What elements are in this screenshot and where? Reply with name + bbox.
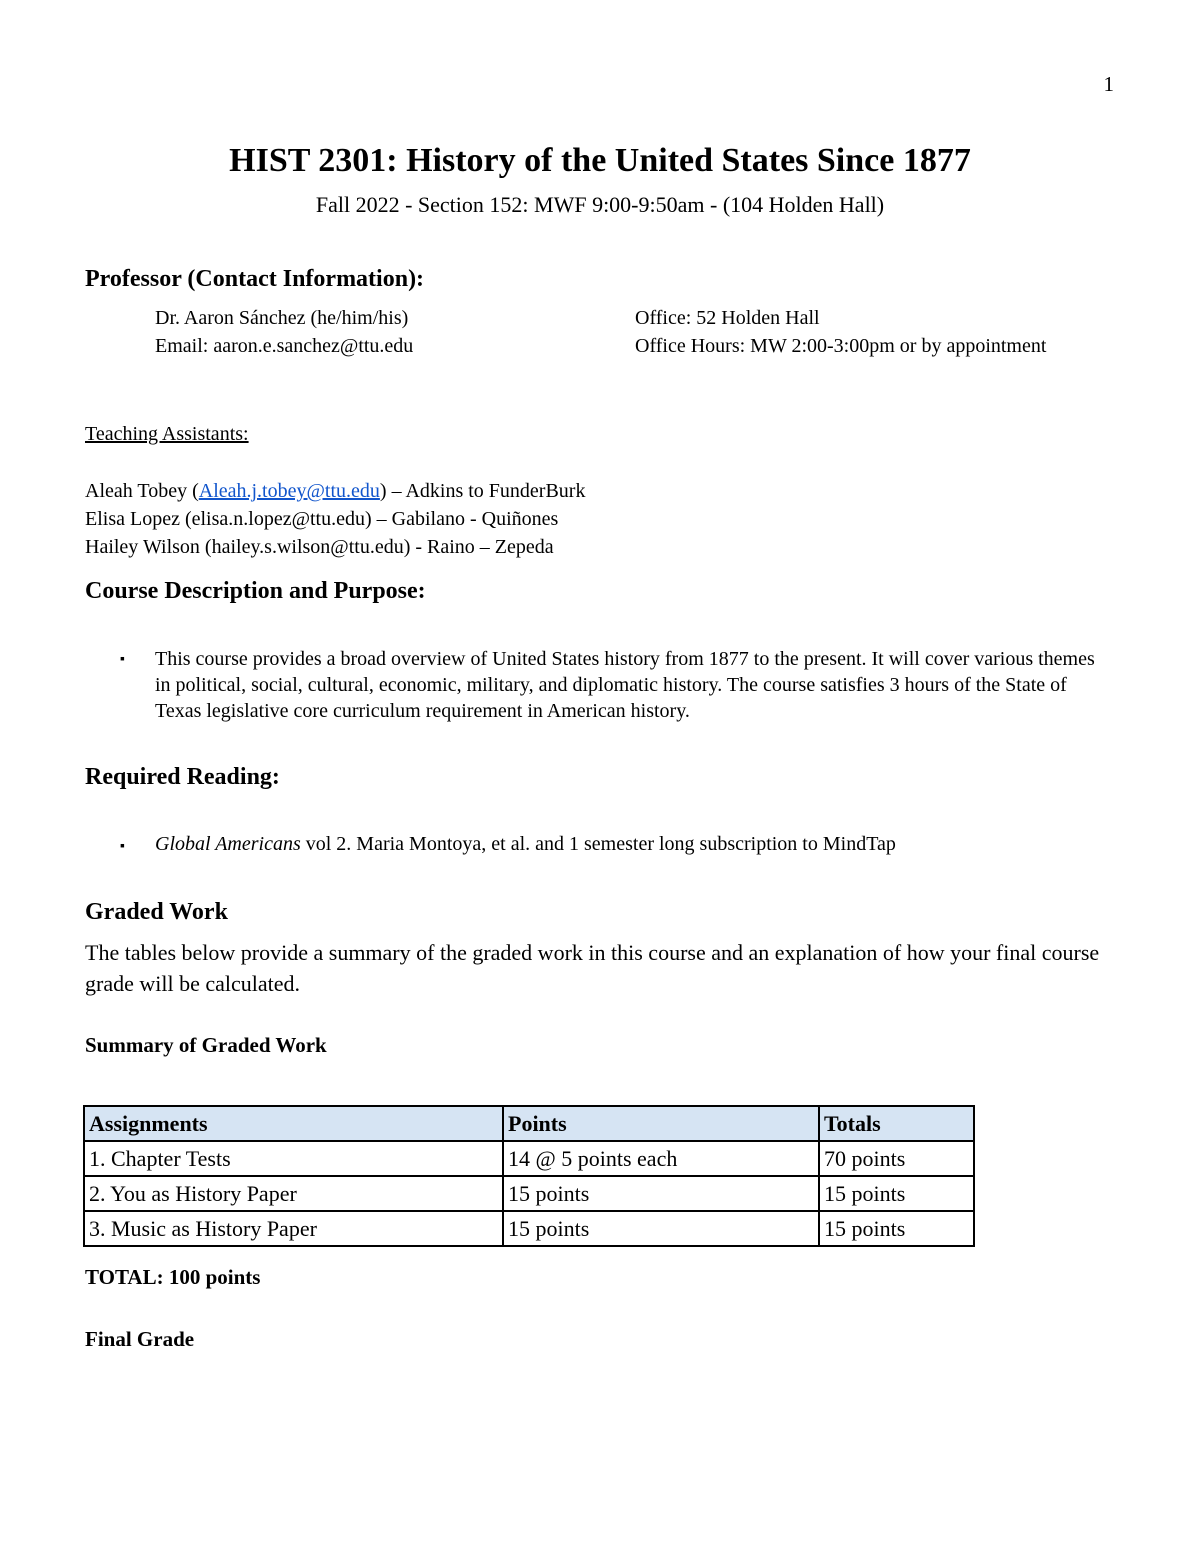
- ta-email: elisa.n.lopez@ttu.edu: [191, 508, 365, 530]
- page-title: HIST 2301: History of the United States Since 1877: [229, 142, 971, 179]
- ta-name: Aleah Tobey (: [85, 480, 199, 502]
- table-row: [84, 1176, 974, 1211]
- required-reading-heading: Required Reading:: [85, 764, 280, 790]
- course-description-text: This course provides a broad overview of United States history from 1877 to the present. It will cover various themes in political, social, cultural, economic, military, and diplomatic history. The course satisfies 3 hours of the State of Texas legislative core curriculum requirement in American history.: [155, 648, 1095, 722]
- graded-work-table: [83, 1105, 975, 1247]
- table-cell: 15 points: [503, 1176, 819, 1211]
- professor-heading: Professor (Contact Information):: [85, 266, 425, 292]
- graded-work-intro: The tables below provide a summary of the graded work in this course and an explanation of how your final course grade will be calculated.: [85, 940, 1100, 996]
- ta-item: [85, 508, 558, 531]
- ta-range: ) – Gabilano - Quiñones: [365, 508, 559, 530]
- table-cell: 2. You as History Paper: [84, 1176, 503, 1211]
- final-grade-heading: Final Grade: [85, 1327, 195, 1351]
- professor-name: Dr. Aaron Sánchez (he/him/his): [155, 307, 409, 329]
- professor-office-hours: Office Hours: MW 2:00-3:00pm or by appointment: [635, 335, 1047, 357]
- table-row: [84, 1211, 974, 1246]
- graded-work-heading: Graded Work: [85, 899, 228, 925]
- page-number: 1: [1103, 72, 1114, 96]
- bullet-icon: ▪: [120, 652, 125, 667]
- ta-email-link[interactable]: Aleah.j.tobey@ttu.edu: [198, 480, 380, 502]
- ta-range: ) – Adkins to FunderBurk: [379, 480, 586, 502]
- professor-email: Email: aaron.e.sanchez@ttu.edu: [155, 335, 414, 357]
- total-points: TOTAL: 100 points: [85, 1265, 261, 1289]
- ta-item: [85, 480, 585, 503]
- column-header-totals: Totals: [819, 1106, 974, 1141]
- column-header-points: Points: [503, 1106, 819, 1141]
- table-cell: 15 points: [503, 1211, 819, 1246]
- course-description-heading: Course Description and Purpose:: [85, 578, 426, 604]
- table-row: [84, 1141, 974, 1176]
- table-cell: 15 points: [819, 1176, 974, 1211]
- book-details: vol 2. Maria Montoya, et al. and 1 semester long subscription to MindTap: [300, 833, 896, 855]
- column-header-assignments: Assignments: [84, 1106, 503, 1141]
- required-reading-item: [155, 833, 896, 856]
- summary-heading: Summary of Graded Work: [85, 1033, 327, 1057]
- ta-email: hailey.s.wilson@ttu.edu: [211, 536, 404, 558]
- bullet-icon: ▪: [120, 839, 125, 854]
- professor-office: Office: 52 Holden Hall: [635, 307, 820, 329]
- ta-name: Elisa Lopez (: [85, 508, 192, 530]
- ta-item: [85, 536, 554, 559]
- book-title: Global Americans: [155, 833, 301, 855]
- ta-range: ) - Raino – Zepeda: [403, 536, 554, 558]
- table-cell: 70 points: [819, 1141, 974, 1176]
- table-cell: 3. Music as History Paper: [84, 1211, 503, 1246]
- ta-name: Hailey Wilson (: [85, 536, 212, 558]
- table-header-row: [84, 1106, 974, 1141]
- ta-heading: Teaching Assistants:: [85, 423, 249, 445]
- course-subtitle: Fall 2022 - Section 152: MWF 9:00-9:50am - (104 Holden Hall): [315, 192, 885, 217]
- table-cell: 14 @ 5 points each: [503, 1141, 819, 1176]
- table-cell: 15 points: [819, 1211, 974, 1246]
- table-cell: 1. Chapter Tests: [84, 1141, 503, 1176]
